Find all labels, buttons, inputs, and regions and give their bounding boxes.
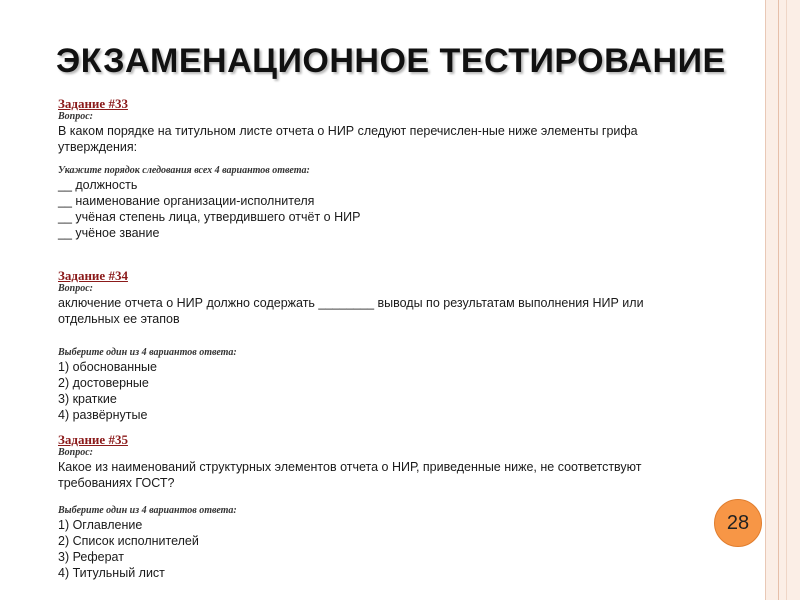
- answer-option: __ учёная степень лица, утвердившего отчёт о НИР: [58, 210, 361, 224]
- answer-option: 2) достоверные: [58, 376, 149, 390]
- question-text: аключение отчета о НИР должно содержать ________ выводы по результатам выполнения НИР или отдельных ее этапов: [58, 296, 644, 326]
- task-heading: Задание #34: [58, 268, 128, 283]
- answer-option: 4) Титульный лист: [58, 566, 165, 580]
- answer-option: 3) Реферат: [58, 550, 124, 564]
- task-heading: Задание #35: [58, 432, 128, 447]
- task-33: [58, 96, 698, 241]
- answer-options: [58, 177, 698, 241]
- answer-option: 3) краткие: [58, 392, 117, 406]
- question-label: Вопрос:: [58, 111, 93, 122]
- task-34: [58, 268, 698, 423]
- question-label: Вопрос:: [58, 283, 93, 294]
- answer-option: 2) Список исполнителей: [58, 534, 199, 548]
- question-label: Вопрос:: [58, 447, 93, 458]
- slide-title: ЭКЗАМЕНАЦИОННОЕ ТЕСТИРОВАНИЕ: [56, 42, 726, 80]
- answer-instruction: Выберите один из 4 вариантов ответа:: [58, 347, 237, 358]
- answer-option: 1) обоснованные: [58, 360, 157, 374]
- border-line: [778, 0, 779, 600]
- question-text: Какое из наименований структурных элементов отчета о НИР, приведенные ниже, не соответствуют требованиях ГОСТ?: [58, 460, 642, 490]
- answer-option: __ наименование организации-исполнителя: [58, 194, 315, 208]
- answer-option: 1) Оглавление: [58, 518, 143, 532]
- answer-options: [58, 359, 698, 423]
- answer-option: 4) развёрнутые: [58, 408, 148, 422]
- answer-option: __ учёное звание: [58, 226, 160, 240]
- border-line: [786, 0, 787, 600]
- answer-options: [58, 517, 698, 581]
- task-heading: Задание #33: [58, 96, 128, 111]
- answer-instruction: Выберите один из 4 вариантов ответа:: [58, 505, 237, 516]
- decorative-right-border: [765, 0, 800, 600]
- page-number-badge: 28: [714, 499, 762, 547]
- task-35: [58, 432, 698, 581]
- answer-option: __ должность: [58, 178, 138, 192]
- question-text: В каком порядке на титульном листе отчета о НИР следуют перечислен-ные ниже элементы грифа утверждения:: [58, 124, 638, 154]
- answer-instruction: Укажите порядок следования всех 4 вариантов ответа:: [58, 165, 310, 176]
